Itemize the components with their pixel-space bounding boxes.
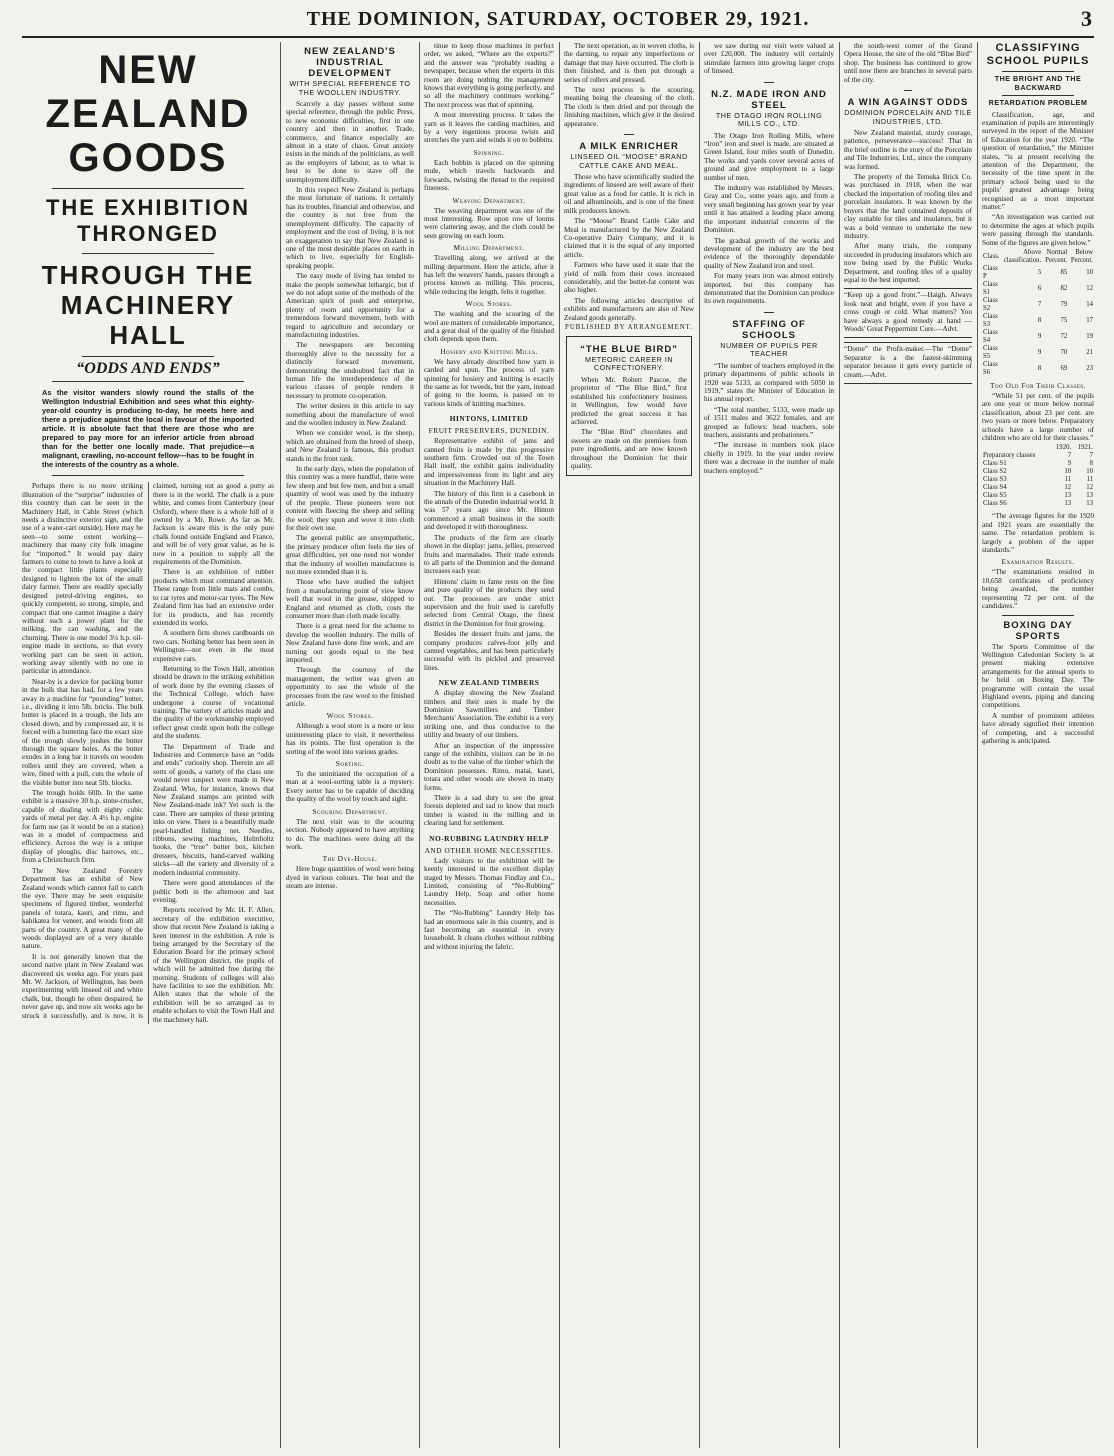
table-cell: 23	[1086, 365, 1093, 372]
table-row	[982, 361, 1094, 377]
table-cell: 10	[1064, 468, 1072, 476]
section-subheading: WITH SPECIAL REFERENCE TO THE WOOLLEN INDUSTRY.	[289, 79, 411, 97]
paragraph: A most interesting process. It takes the yarn as it leaves the carding machines, and by a very ingenious process twists and stretches the yarn and winds it on to bobbins.	[424, 111, 554, 145]
paragraph: A display showing the New Zealand timbers and their uses is made by the Dominion Sawmillers and Timber Merchants' Association. The exhibit is a very striking one, and thus conducive to the utility and beauty of our timbers.	[424, 689, 554, 740]
table-cell: 13	[1086, 500, 1093, 508]
table-cell: 7	[1037, 301, 1042, 308]
paragraph: “The number of teachers employed in the primary departments of public schools in 1920 was 5133, as compared with 5050 in 1919,” states the Minister of Education in his annual report.	[704, 361, 834, 404]
paragraph: New Zealand material, sturdy courage, patience, perseverance—success! That in the brief outline is the story of the Porcelain and Tile Industries, Ltd., since the company was formed.	[844, 129, 972, 171]
subhead-wool-stores: Wool Stores.	[465, 299, 513, 309]
section-heading: NEW ZEALAND'S INDUSTRIAL DEVELOPMENT	[304, 46, 396, 79]
table-row	[982, 297, 1094, 313]
advertisement-text: “Dome” the Profit-maker.—The “Dome” Separator is a the fastest-skimming separator because it gets every particle of cream.—Advt.	[844, 345, 972, 379]
paragraph: Reports received by Mr. H. F. Allen, secretary of the exhibition executive, show that recent New Zealand is taking a keen interest in the exhibition. A rule is being arranged by the Secretary of the Education Board for the primary school of the Wellington district, the pupils of which will be admitted free during the morning. Students of colleges will also have facilities to see the exhibition. Mr. Allen states that the whole of the exhibition will be so arranged as to enable scholars to visit the Town Hall and the machinery hall.	[153, 906, 274, 1024]
paragraph: The newspapers are becoming thoroughly alive to the necessity for a distinctly forward movement, demonstrating the undoubted fact that in human life the interdependence of the various classes of people renders it necessary to promote co-operation.	[286, 341, 414, 400]
table-cell: 85	[1060, 269, 1068, 276]
column-rule	[280, 42, 281, 1448]
paragraph: we saw during our visit were valued at over £20,000. The industry will certainly stimulate farmers into growing larger crops of linseed.	[704, 42, 834, 76]
paragraph: The industry was established by Messrs. Gray and Co., some years ago, and from a very small beginning has grown year by year until it has attained a leading place among the important industrial concerns of the Dominion.	[704, 184, 834, 235]
paragraph: Classification, age, and examination of pupils are interestingly surveyed in the report of the Minister of Education for the year 1920. “The question of retardation,” the Minister states, “is at present receiving the attention of the Department, the necessity of the time spent in the primary school being used to the pupils' greatest advantage being recognised as a most important matter.”	[982, 110, 1094, 211]
paragraph: “While 51 per cent. of the pupils are one year or more below normal classification, about 23 per cent. are two years or more below. Preparatory schools have a large number of children who are old for their classes.”	[982, 392, 1094, 443]
subhead-spinning: Spinning.	[473, 147, 505, 157]
paragraph: The weaving department was one of the most interesting. Row upon row of looms were clattering away, and the cloth could be seen growing on each loom.	[424, 206, 554, 240]
table-cell: 8	[1037, 365, 1042, 372]
table-cell: 82	[1060, 285, 1068, 292]
table-cell: Class S1	[983, 281, 998, 296]
section-subheading: THE BRIGHT AND THE BACKWARD	[994, 74, 1082, 92]
paragraph: The easy mode of living has tended to make the people somewhat lethargic, but if we do not adopt some of the methods of the American spirit of push and enterprise, plenty of room and opportunity for a tremendous forward movement, both with regard to agriculture and secondary or manufacturing industries.	[286, 272, 414, 339]
section-heading-hintons: HINTONS, LIMITED	[449, 414, 529, 424]
paragraph: The following articles descriptive of exhibits and manufacturers are also of New Zealand goods generally.	[564, 296, 694, 322]
paragraph: The washing and the scouring of the wool are matters of considerable importance, and a great deal of the quality of the finished cloth depends upon them.	[424, 310, 554, 344]
column-main-story	[22, 42, 274, 1448]
table-cell: 11	[1064, 476, 1072, 484]
table-cell: 9	[1037, 349, 1042, 356]
deck-machinery-hall: THROUGH THE MACHINERY HALL	[41, 260, 255, 350]
table-cell: 9	[1037, 333, 1042, 340]
column-porcelain	[844, 42, 972, 1448]
section-heading: N.Z. MADE IRON AND STEEL	[711, 88, 827, 111]
paragraph: The “Moose” Brand Cattle Cake and Meal is manufactured by the New Zealand Co-operative Dairy Company, and it is claimed that it is the equal of any imported article.	[564, 217, 694, 259]
table-row	[982, 484, 1094, 492]
paragraph: “The examinations resulted in 10,658 certificates of proficiency being awarded, the number representing 72 per cent. of the candidates.”	[982, 568, 1094, 611]
table-cell: Class S1	[983, 460, 1007, 468]
paragraph: The property of the Temuka Brick Co. was purchased in 1918, when the war checked the importation of roofing tiles and porcelain insulators. It was known by the buyers that the land contained deposits of clay suitable for tiles and insulators, but it was a bold venture to undertake the new industry.	[844, 173, 972, 240]
paragraph: In this respect New Zealand is perhaps the most fortunate of nations. It certainly has its troubles, financial and otherwise, and the country is not free from the unemployment difficulty. The capacity of employment and the cost of living, it is not an exaggeration to say that New Zealand is one of the most desirable places on earth in which to live, especially for English-speaking people.	[286, 186, 414, 270]
table-header-cell: Normal Percent.	[1045, 249, 1068, 264]
paragraph: The products of the firm are clearly shown in the display: jams, jellies, preserved fruits and marmalades. Their trade extends to all parts of the Dominion and the demand increases each year.	[424, 533, 554, 576]
table-cell: 17	[1086, 317, 1093, 324]
paragraph: Besides the dessert fruits and jams, the company produces calves-foot jelly and canned vegetables, and has been particularly successful with its pickled and preserved lines.	[424, 630, 554, 672]
deck-odds-and-ends: “ODDS AND ENDS”	[76, 360, 220, 377]
published-notice: PUBLISHED BY ARRANGEMENT.	[565, 323, 693, 331]
section-subheading: LINSEED OIL “MOOSE” BRAND CATTLE CAKE AND MEAL.	[570, 152, 688, 170]
classification-table	[982, 249, 1094, 377]
subhead-scouring: Scouring Department.	[312, 806, 388, 816]
subhead-hosiery: Hosiery and Knitting Mills.	[440, 346, 538, 356]
section-heading: BOXING DAY SPORTS	[1003, 619, 1073, 642]
paragraph: The Department of Trade and Industries and Commerce have an “odds and ends” curiosity shop. Therein are all sorts of goods, a variety of the class one would never suspect were made in New Zealand. Who, for instance, knows that New Zealand stamps are printed with New Zealand-made ink? Yet such is the case. There are samples of these printing inks on view. There is a beautifully made pearl-handled fishing net. Needles, ribbons, sewing machines, Helmholtz hooks, the “true” butter box, kitchen dressers, biscuits, hand-carved walking sticks—all the variety and diversity of a modern industrial community.	[153, 742, 274, 877]
mean-age-table	[982, 444, 1094, 508]
page-number: 3	[1081, 6, 1092, 31]
table-cell: Class P	[983, 265, 998, 280]
table-row	[982, 468, 1094, 476]
paragraph: tinue to keep those machines in perfect order, we asked, “Where are the experts?” and the answer was “probably reading a newspaper, because when the experts in this room are doing nothing the management knows that everything is going perfectly, and so all the machinery continues working.” The next process was that of spinning.	[424, 42, 554, 109]
paragraph: Each bobbin is placed on the spinning mule, which travels backwards and forwards, twisting the thread to the required fineness.	[424, 158, 554, 193]
table-cell: Class S6	[983, 500, 1007, 508]
paragraph: A number of prominent athletes have already signified their intention of competing, and a successful gathering is anticipated.	[982, 711, 1094, 745]
paragraph: “The average figures for the 1920 and 1921 years are essentially the same. The retardation problem is largely a problem of the upper standards.”	[982, 512, 1094, 555]
paragraph: The New Zealand Forestry Department has an exhibit of New Zealand woods which cannot fail to catch the eye. There may be seen exquisite specimens of figured timber, wonderful panels of totara, kauri, and rimu, and kahikatea for veneer, and woods from all parts of the country. A great many of the woods displayed are of a very durable nature.	[22, 866, 143, 951]
paragraph: It is not generally known that the second native plant in New Zealand was discovered six weeks ago. For years past Mr. W. Jackson, of Wellington, has been experimenting with linseed oil and white chalk, but, though he often despaired, he never gave up, and now six weeks ago he struck it successfully, and is now, it is claimed, turning out as good a putty as there is in the world. The chalk is a pure white, and comes from Canterbury (near Oxford), where there is a whole hill of it owned by a Mr. Rowe. As far as Mr. Jackson is aware this is the only pure chalk found outside England and France, and will be of very great value, as he is now in a position to supply all the requirements of the Dominion.	[22, 482, 274, 1020]
table-cell: Class S6	[983, 361, 998, 376]
table-cell: Class S4	[983, 484, 1007, 492]
blue-bird-box	[566, 336, 692, 476]
table-cell: 10	[1086, 269, 1093, 276]
paragraph: Although a wool store is a more or less uninteresting place to visit, it nevertheless has its points. The first operation is the sorting of the wool into various grades.	[286, 722, 414, 756]
paragraph: The next operation, as in woven cloths, is the darning, to repair any imperfections or damage that may have occurred. The cloth is then finished, and is then put through a series of rollers and pressed.	[564, 42, 694, 84]
paragraph: Here huge quantities of wool were being dyed in various colours. The heat and the steam are intense.	[286, 865, 414, 891]
table-row	[982, 313, 1094, 329]
table-cell: 9	[1067, 460, 1072, 468]
subhead-milling: Milling Department.	[453, 243, 525, 253]
table-row	[982, 492, 1094, 500]
deck-exhibition-thronged: THE EXHIBITION THRONGED	[45, 195, 250, 246]
table-cell: 12	[1086, 285, 1093, 292]
table-row	[982, 265, 1094, 281]
paragraph: The Sports Committee of the Wellington Caledonian Society is at present making extensive arrangements for the annual sports to be held on Boxing Day. The programme will contain the usual Highland events, piping and dancing competitions.	[982, 642, 1094, 710]
table-cell: Class S5	[983, 345, 998, 360]
column-rule	[699, 42, 700, 1448]
table-cell: 79	[1060, 301, 1068, 308]
table-cell: 69	[1060, 365, 1068, 372]
section-heading: CLASSIFYING SCHOOL PUPILS	[986, 42, 1090, 67]
table-header-cell: Below Percent.	[1070, 249, 1093, 264]
section-heading: “THE BLUE BIRD”	[580, 343, 678, 355]
table-cell: 5	[1037, 269, 1042, 276]
table-cell: 10	[1086, 468, 1093, 476]
paragraph: Representative exhibit of jams and canned fruits is made by this progressive southern firm. Crowded out of the Town Hall itself, the exhibit gains individuality and impressiveness from its light and airy situation in the Machinery Hall.	[424, 437, 554, 488]
paragraph: the south-west corner of the Grand Opera House, the site of the old “Blue Bird” shop. The business has continued to grow until now there are branches in several parts of the city.	[844, 42, 972, 84]
table-row	[982, 329, 1094, 345]
table-cell: 14	[1086, 301, 1093, 308]
table-header-cell: 1921.	[1077, 444, 1093, 452]
table-cell: Preparatory classes	[983, 452, 1036, 460]
table-cell: Class S4	[983, 329, 998, 344]
paragraph: Scarcely a day passes without some special reference, through the public Press, to new economic difficulties, first in one country and then in another. Trade, commerce, and finance especially are almost in a state of chaos. Great anxiety exists in the minds of the politicians, as well as the employers of labour, as to what is best to be done to stave off the unemployment difficulty.	[286, 100, 414, 184]
table-cell: 72	[1060, 333, 1068, 340]
table-cell: 13	[1064, 500, 1072, 508]
paragraph: The “No-Rubbing” Laundry Help has had an enormous sale in this country, and is fast becoming an essential in every household. It cleans clothes without rubbing and without injuring the fabric.	[424, 909, 554, 951]
table-cell: 12	[1086, 484, 1093, 492]
subhead-weaving: Weaving Department.	[452, 195, 526, 205]
paragraph: The trough holds 60lb. In the same exhibit is a massive 30 h.p. stone-crusher, capable of dealing with eighty cubic yards of metal per day. A 4½ h.p. engine for farm use (as it would be on a station) was in a model of compactness and efficiency. Across the way is a unique display of ploughs, disc harrows, etc., from a Christchurch firm.	[22, 789, 143, 865]
table-cell: 75	[1060, 317, 1068, 324]
table-cell: 13	[1086, 492, 1093, 500]
column-milk-enricher	[564, 42, 694, 1448]
table-header-cell	[982, 444, 1050, 452]
paragraph: The next process is the scouring, meaning being the cleansing of the cloth. The cloth is then dried and put through the finishing machines, which give it the desired appearance.	[564, 86, 694, 128]
table-header-cell: 1920.	[1055, 444, 1072, 452]
paragraph: Hintons' claim to fame rests on the fine and pure quality of the products they send out. The processes are under strict supervision and the fruit used is carefully selected from Central Otago, the finest district in the Dominion for fruit growing.	[424, 577, 554, 628]
table-cell: Class S2	[983, 468, 1007, 476]
paragraph: After many trials, the company succeeded in producing insulators which are now being used by the Public Works Department, and roofing tiles of a quality equal to the best imported.	[844, 242, 972, 284]
column-rule	[419, 42, 420, 1448]
table-cell: 6	[1037, 285, 1042, 292]
paragraph: For many years iron was almost entirely imported, but this company has demonstrated that the Dominion can produce its own requirements.	[704, 272, 834, 306]
section-subheading: THE OTAGO IRON ROLLING MILLS CO., LTD.	[715, 110, 823, 129]
table-cell: 19	[1086, 333, 1093, 340]
table-row	[982, 345, 1094, 361]
section-subheading: METEORIC CAREER IN CONFECTIONERY.	[584, 354, 674, 373]
column-rule	[559, 42, 560, 1448]
section-subheading: AND OTHER HOME NECESSITIES.	[424, 845, 554, 855]
table-cell: Class S3	[983, 313, 998, 328]
paragraph: There is a great need for the scheme to develop the woollen industry. The mills of New Zealand have done fine work, and are turning out goods equal to the best imported.	[286, 622, 414, 664]
subhead-sorting: Sorting.	[335, 759, 365, 769]
advertisement-text: “Keep up a good front.”—Haigh. Always look neat and bright, even if you have a cross cough or cold. What matters? You have always a good remedy at hand — Woods' Great Peppermint Cure.—Advt.	[844, 291, 972, 333]
section-heading: A MILK ENRICHER	[579, 141, 679, 153]
table-cell: 11	[1086, 476, 1093, 484]
column-rule	[977, 42, 978, 1448]
paragraph: “The increase in numbers took place chiefly in 1919. In the year under review there was a decrease in the number of male teachers employed.”	[704, 441, 834, 475]
paragraph: The next visit was to the scouring section. Nobody appeared to have anything to do. The machines were doing all the work.	[286, 817, 414, 851]
column-rule	[839, 42, 840, 1448]
table-row	[982, 476, 1094, 484]
paragraph: There is an exhibition of rubber products which must command attention. These range from little mats and combs, to car tyres and motor-car tyres. The New Zealand firm has had an extensive order for its products, and has recently extended its works.	[153, 568, 274, 627]
subhead-too-old: Too Old For Their Classes.	[989, 381, 1087, 390]
paragraph: To the uninitiated the occupation of a man at a wool-sorting table is a mystery. Every sorter has to be capable of deciding the quality of the wool by touch and sight.	[286, 770, 414, 804]
paragraph: Perhaps there is no more striking illustration of the “surprise” industries of this country than can be seen in the Machinery Hall, in Cable Street (which needs a distinctive exterior sign, and the use of a water-cart outside). Here may be seen—to some extent working—machinery that many city folk imagine for “imported.” It would pay dairy farmers to come to town to have a look at the compact little plants especially designed to lighten the lot of the small dairy farmer. There are readily specially designed petrol-driving engines, so quickly competent, so strong, simple, and compact that one cannot imagine a dairy without such a power plant for the milking, the can washing, and the churning. There is one model 3½ h.p. oil-engine made in sections, so that every working part can be seen in action, working away silently with no one in particular in attendance.	[22, 482, 143, 676]
section-subheading: NUMBER OF PUPILS PER TEACHER	[720, 340, 818, 359]
table-header-cell: Class.	[983, 253, 1000, 260]
section-heading-laundry: NO-RUBBING LAUNDRY HELP	[429, 833, 549, 843]
section-subheading: RETARDATION PROBLEM	[988, 98, 1088, 107]
paragraph: The Otago Iron Rolling Mills, where “Iron” iron and steel is made, are situated at Green Island, four miles south of Dunedin. The works and yards cover several acres of ground and give employment to a large number of men.	[704, 131, 834, 182]
paragraph: In the early days, when the population of this country was a mere handful, there were few sheep and but few men, and but a small quantity of wool was used by the industry of the people. These pioneers were not content with fleecing the sheep and selling the wool; they spun and wove it into cloth for their own use.	[286, 465, 414, 532]
paragraph: After an inspection of the impressive range of the exhibits, visitors can be in no doubt as to the value of the timber which the Dominion possesses. Rimu, matai, kauri, totara and other woods are shown in many forms.	[424, 741, 554, 792]
table-cell: 7	[1067, 452, 1072, 460]
paragraph: “An investigation was carried out to determine the ages at which pupils were passing through the standards. Some of the figures are given below.”	[982, 213, 1094, 247]
section-subheading: DOMINION PORCELAIN AND TILE INDUSTRIES, LTD.	[844, 108, 972, 126]
table-cell: Class S3	[983, 476, 1007, 484]
column-woollen-processes	[424, 42, 554, 1448]
paragraph: There is a sad duty to see the great forests depleted and sad to know that much timber is wasted in the milling and in clearing land for settlement.	[424, 794, 554, 828]
subhead-dye-house: The Dye-House.	[322, 854, 378, 864]
table-row	[982, 452, 1094, 460]
paragraph: Farmers who have used it state that the yield of milk from their cows increased considerably, and the butter-fat content was also higher.	[564, 261, 694, 295]
table-cell: Class S2	[983, 297, 998, 312]
table-cell: 12	[1064, 484, 1072, 492]
paragraph: The general public are unsympathetic, the primary producer often feels the ties of great difficulties, yet one need not wonder that the industry of woollen manufacture is not more extended than it is.	[286, 534, 414, 576]
table-row	[982, 281, 1094, 297]
newspaper-title: THE DOMINION, SATURDAY, OCTOBER 29, 1921.	[306, 8, 810, 30]
masthead	[22, 6, 1094, 38]
column-industrial-development	[286, 42, 414, 1448]
paragraph: There were good attendances of the public both in the afternoon and last evening.	[153, 879, 274, 904]
paragraph: Those who have studied the subject from a manufacturing point of view know well that wool in the grease, shipped to England and returned as cloth, costs the consumer more than cloth made locally.	[286, 578, 414, 620]
headline: NEW ZEALAND GOODS	[45, 48, 251, 180]
advertisement	[844, 342, 972, 384]
paragraph: The gradual growth of the works and development of the industry are the best evidence of the thoroughly dependable quality of New Zealand iron and steel.	[704, 236, 834, 270]
section-heading: A WIN AGAINST ODDS	[847, 97, 969, 109]
table-cell: Class S5	[983, 492, 1007, 500]
section-heading: STAFFING OF SCHOOLS	[732, 318, 806, 341]
paragraph: Through the courtesy of the management, the writer was given an opportunity to see the whole of the processes from the raw wool to the finished article.	[286, 666, 414, 709]
table-cell: 21	[1086, 349, 1093, 356]
table-row	[982, 500, 1094, 508]
table-cell: 7	[1089, 452, 1093, 460]
lead-paragraph: As the visitor wanders slowly round the stalls of the Wellington Industrial Exhibition and sees what this eighty-year-old country is producing to-day, he meets here and there a prejudice against the local in favour of the imported article. It is absolute fact that there are those who are prepared to pay more for an inferior article from abroad than for the better one locally made. That prejudice—a malignant, crawling, no-account fellow—has to be fought in the interests of the country as a whole.	[42, 388, 254, 470]
table-row	[982, 460, 1094, 468]
paragraph: “The total number, 5133, were made up of 1511 males and 3622 females, and are grouped as follows: head teachers, sole teachers, assistants and probationers.”	[704, 405, 834, 439]
paragraph: The “Blue Bird” chocolates and sweets are made on the premises from pure ingredients, and are now known throughout the Dominion for their quality.	[571, 428, 687, 471]
column-classifying-pupils	[982, 42, 1094, 1448]
subhead-exam-results: Examination Results.	[1001, 557, 1075, 567]
table-cell: 13	[1064, 492, 1072, 500]
paragraph: Returning to the Town Hall, attention should be drawn to the striking exhibition of work done by the evening classes of the Technical College, which have undergone a course of vocational training. The variety of articles made and the quality of the workmanship employed reflect great credit upon both the college and the students.	[153, 664, 274, 741]
paragraph: A southern firm shows cardboards on two cars. Nothing better has been seen in Wellington—not even in the most expensive cars.	[153, 629, 274, 663]
table-cell: 70	[1060, 349, 1068, 356]
advertisement	[844, 288, 972, 338]
paragraph: When we consider wool, is the sheep, which are obtained from the breed of sheep, and New Zealand is famous, this product stands in the front rank.	[286, 429, 414, 463]
paragraph: When Mr. Robert Pascoe, the proprietor of “The Blue Bird,” first established his confectionery business in Wellington, few would have predicted the great success it has achieved.	[571, 375, 687, 426]
paragraph: The history of this firm is a casebook in the annals of the Dunedin industrial world. It was 57 years ago since Mr. Hinton commenced a small business in the south and developed it with thoroughness.	[424, 489, 554, 532]
table-cell: 8	[1089, 460, 1093, 468]
section-heading-timbers: NEW ZEALAND TIMBERS	[438, 678, 540, 688]
column-iron-steel	[704, 42, 834, 1448]
paragraph: The writer desires in this article to say something about the manufacture of wool and the woollen industry in New Zealand.	[286, 402, 414, 428]
table-cell: 8	[1037, 317, 1042, 324]
subhead-wool-stores: Wool Stores.	[326, 711, 374, 721]
paragraph: Near-by is a device for packing butter in the bulk that has had, for a few years away in a machine for “pounding” butter, i.e., dividing it into 5lb. bricks. The bulk butter is placed in a trough, the lids are closed down, and by compressed air, it is forced with a buttering face the exact size of the trough slowly pushes the butter through the square holes. As the butter exudes in a long bar it travels on wooden rollers until they are covered, when a wire, fitted with a pull, cuts the whole of the visible butter into neat 5lb. blocks.	[22, 677, 143, 787]
section-subheading: FRUIT PRESERVERS, DUNEDIN.	[428, 426, 550, 436]
paragraph: We have already described how yarn is carded and spun. The process of yarn spinning for hosiery and knitting is exactly the same as for tweeds, but the yarn, instead of going to the looms, is passed on to various kinds of knitting machines.	[424, 357, 554, 408]
paragraph: Travelling along, we arrived at the milling department. Here the article, after it has left the weavers' hands, passes through a process known as milling. This process, while reducing the length, felts it together.	[424, 254, 554, 296]
table-header-cell: Above classification.	[1003, 249, 1042, 264]
paragraph: Those who have scientifically studied the ingredients of linseed are well aware of their great value as a food for cattle. It is rich in oil and albuminoids, and is one of the finest milk producers known.	[564, 173, 694, 215]
paragraph: Lady visitors to the exhibition will be keenly interested in the excellent display staged by Messrs. Thomas Findlay and Co., Limited, consisting of “No-Rubbing” Laundry Help, Soap and other home necessities.	[424, 856, 554, 907]
